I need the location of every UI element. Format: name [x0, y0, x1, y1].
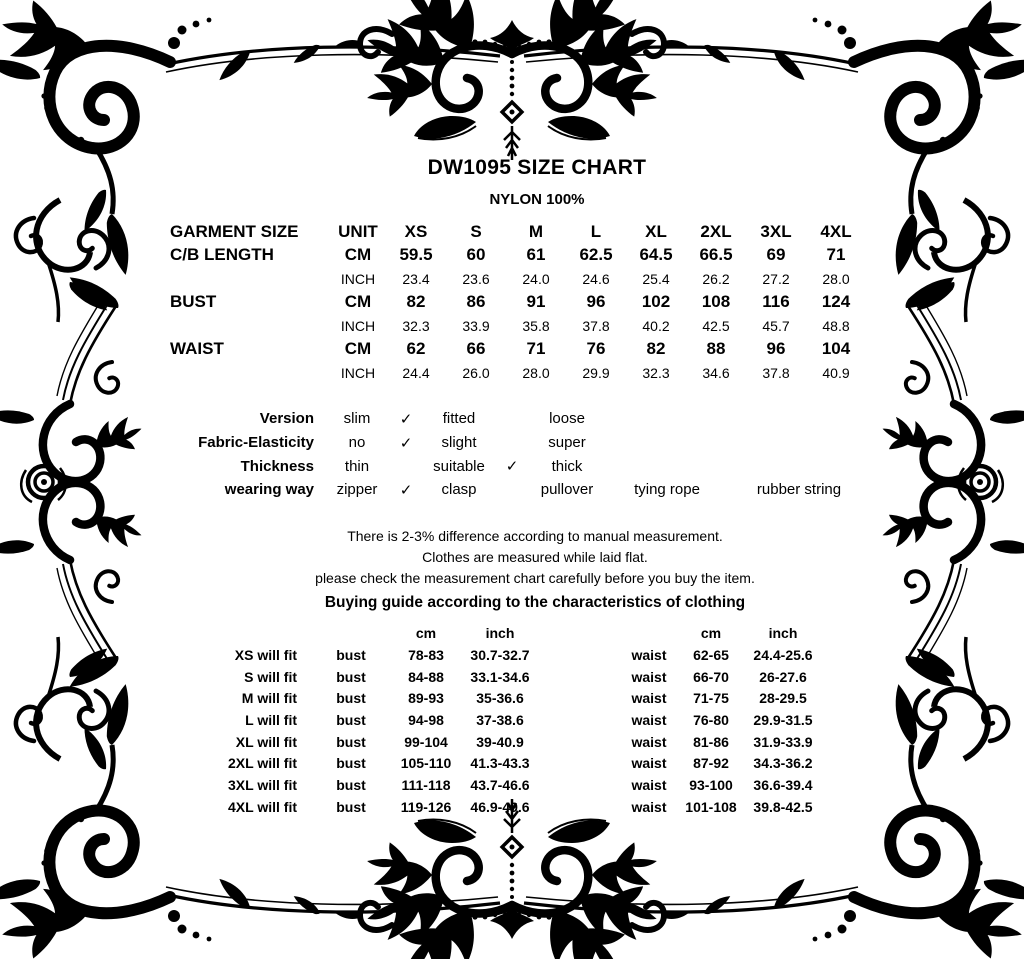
- attr-label: Version: [259, 410, 314, 428]
- cell: 124: [821, 292, 851, 312]
- bust-cm: 89-93: [408, 690, 444, 707]
- bust-label: bust: [336, 711, 366, 728]
- attr-option: thin: [344, 457, 370, 475]
- size-label: 4XL will fit: [228, 798, 297, 815]
- attr-row-thickness: [170, 454, 874, 478]
- cell: 29.9: [582, 364, 610, 381]
- header-xs: XS: [404, 221, 428, 241]
- cell: 116: [762, 292, 790, 312]
- bust-inch: 41.3-43.3: [470, 755, 530, 772]
- waist-inch: 24.4-25.6: [753, 646, 813, 663]
- cell: 86: [466, 292, 486, 312]
- bust-cm: 78-83: [408, 646, 444, 663]
- row-unit: INCH: [340, 317, 376, 334]
- cell: 45.7: [762, 317, 790, 334]
- waist-cm: 87-92: [693, 755, 729, 772]
- waist-inch: 26-27.6: [759, 668, 807, 685]
- cell: 24.6: [582, 270, 610, 287]
- cell: 69: [766, 245, 786, 265]
- cell: 42.5: [702, 317, 730, 334]
- guide-row-xl: [147, 731, 825, 753]
- waist-inch: 39.8-42.5: [753, 798, 813, 815]
- bust-inch: 33.1-34.6: [470, 668, 530, 685]
- attr-row-wearing-way: [170, 478, 874, 502]
- fabric-subtitle: NYLON 100%: [489, 191, 585, 208]
- waist-cm: 66-70: [693, 668, 729, 685]
- attr-option: fitted: [442, 410, 476, 428]
- guide-row-3xl: [147, 774, 825, 796]
- cell: 33.9: [462, 317, 490, 334]
- row-unit: INCH: [340, 270, 376, 287]
- attr-row-version: [170, 407, 874, 431]
- row-unit: CM: [344, 245, 372, 265]
- waist-cm-header: cm: [700, 625, 722, 641]
- waist-cm: 62-65: [693, 646, 729, 663]
- bust-cm-header: cm: [415, 625, 437, 641]
- cell: 64.5: [639, 245, 673, 265]
- waist-label: waist: [631, 776, 667, 793]
- bust-cm: 111-118: [401, 776, 451, 793]
- bust-inch: 35-36.6: [476, 690, 524, 707]
- attr-label: Fabric-Elasticity: [198, 434, 314, 452]
- cell: 108: [701, 292, 731, 312]
- header-l: L: [590, 221, 602, 241]
- guide-row-2xl: [147, 752, 825, 774]
- waist-label: waist: [631, 798, 667, 815]
- bust-label: bust: [336, 690, 366, 707]
- note-line: There is 2-3% difference according to manual measurement.: [347, 528, 723, 544]
- note-line: Clothes are measured while laid flat.: [422, 549, 648, 565]
- cell: 28.0: [522, 364, 550, 381]
- attr-option: loose: [549, 410, 585, 428]
- cell: 82: [406, 292, 426, 312]
- waist-inch: 29.9-31.5: [753, 711, 813, 728]
- cell: 82: [646, 339, 666, 359]
- waist-inch-header: inch: [768, 625, 798, 641]
- cell: 28.0: [822, 270, 850, 287]
- row-label: BUST: [170, 292, 217, 312]
- cell: 26.0: [462, 364, 490, 381]
- size-label: 3XL will fit: [228, 776, 297, 793]
- header-4xl: 4XL: [820, 221, 852, 241]
- attr-option: no: [348, 434, 366, 452]
- attr-option: zipper: [336, 481, 378, 499]
- size-label: 2XL will fit: [228, 755, 297, 772]
- size-label: XL will fit: [235, 733, 297, 750]
- bust-inch: 30.7-32.7: [470, 646, 530, 663]
- size-label: S will fit: [244, 668, 297, 685]
- attr-option: rubber string: [756, 481, 842, 499]
- bust-cm: 105-110: [400, 755, 452, 772]
- bust-label: bust: [336, 733, 366, 750]
- cell: 96: [586, 292, 606, 312]
- checkmark-icon: ✓: [399, 410, 413, 428]
- attr-option: thick: [551, 457, 583, 475]
- table-row-waist-cm: [170, 338, 866, 362]
- row-unit: INCH: [340, 364, 376, 381]
- header-xl: XL: [645, 221, 667, 241]
- bust-cm: 119-126: [400, 798, 452, 815]
- cell: 32.3: [642, 364, 670, 381]
- waist-cm: 93-100: [689, 776, 733, 793]
- bust-cm: 84-88: [408, 668, 444, 685]
- header-garment-size: GARMENT SIZE: [170, 221, 299, 241]
- buying-guide-table: [147, 622, 825, 818]
- cell: 24.0: [522, 270, 550, 287]
- waist-label: waist: [631, 755, 667, 772]
- cell: 88: [706, 339, 726, 359]
- attr-row-fabric-elasticity: [170, 431, 874, 455]
- waist-inch: 31.9-33.9: [753, 733, 813, 750]
- waist-label: waist: [631, 690, 667, 707]
- guide-row-xs: [147, 644, 825, 666]
- cell: 35.8: [522, 317, 550, 334]
- table-row-bust-inch: [170, 314, 866, 338]
- cell: 25.4: [642, 270, 670, 287]
- page-title: DW1095 SIZE CHART: [427, 156, 647, 179]
- guide-row-4xl: [147, 796, 825, 818]
- bust-inch-header: inch: [485, 625, 515, 641]
- cell: 62.5: [579, 245, 613, 265]
- bust-label: bust: [336, 668, 366, 685]
- cell: 40.2: [642, 317, 670, 334]
- cell: 61: [526, 245, 546, 265]
- note-line: please check the measurement chart carefully before you buy the item.: [315, 570, 755, 586]
- waist-label: waist: [631, 733, 667, 750]
- cell: 27.2: [762, 270, 790, 287]
- attr-option: slim: [343, 410, 371, 428]
- size-label: XS will fit: [234, 646, 297, 663]
- cell: 48.8: [822, 317, 850, 334]
- header-unit: UNIT: [338, 221, 378, 241]
- waist-inch: 28-29.5: [759, 690, 807, 707]
- cell: 66.5: [699, 245, 733, 265]
- measurement-notes: [40, 526, 1024, 615]
- cell: 40.9: [822, 364, 850, 381]
- waist-cm: 71-75: [693, 690, 729, 707]
- bust-label: bust: [336, 755, 366, 772]
- size-table-header: [170, 220, 866, 244]
- header-3xl: 3XL: [760, 221, 792, 241]
- row-label: C/B LENGTH: [170, 245, 274, 265]
- header-s: S: [470, 221, 482, 241]
- waist-label: waist: [631, 668, 667, 685]
- waist-label: waist: [631, 711, 667, 728]
- cell: 23.6: [462, 270, 490, 287]
- cell: 59.5: [399, 245, 433, 265]
- cell: 34.6: [702, 364, 730, 381]
- bust-label: bust: [336, 798, 366, 815]
- attr-label: Thickness: [240, 457, 314, 475]
- buying-guide-header: [147, 622, 825, 644]
- checkmark-icon: ✓: [505, 458, 519, 476]
- cell: 37.8: [582, 317, 610, 334]
- header-m: M: [528, 221, 544, 241]
- attr-option: suitable: [433, 457, 485, 475]
- waist-cm: 101-108: [685, 798, 737, 815]
- bust-inch: 43.7-46.6: [470, 776, 530, 793]
- attr-option: pullover: [540, 481, 594, 499]
- table-row-cb-length-inch: [170, 267, 866, 291]
- cell: 104: [821, 339, 851, 359]
- size-label: L will fit: [245, 711, 297, 728]
- bust-inch: 39-40.9: [476, 733, 524, 750]
- bust-label: bust: [336, 646, 366, 663]
- cell: 96: [766, 339, 786, 359]
- cell: 24.4: [402, 364, 430, 381]
- cell: 71: [826, 245, 846, 265]
- cell: 91: [526, 292, 546, 312]
- bust-inch: 37-38.6: [476, 711, 524, 728]
- waist-inch: 34.3-36.2: [753, 755, 813, 772]
- row-unit: CM: [344, 292, 372, 312]
- bust-cm: 94-98: [408, 711, 444, 728]
- table-row-waist-inch: [170, 361, 866, 385]
- header-2xl: 2XL: [700, 221, 732, 241]
- attr-option: clasp: [441, 481, 477, 499]
- attr-option: slight: [441, 434, 477, 452]
- size-table: [170, 220, 866, 385]
- cell: 60: [466, 245, 486, 265]
- cell: 26.2: [702, 270, 730, 287]
- attr-option: super: [548, 434, 586, 452]
- waist-label: waist: [631, 646, 667, 663]
- cell: 62: [406, 339, 426, 359]
- waist-inch: 36.6-39.4: [753, 776, 813, 793]
- cell: 37.8: [762, 364, 790, 381]
- cell: 102: [641, 292, 671, 312]
- guide-row-m: [147, 687, 825, 709]
- buying-guide-heading: Buying guide according to the characteristics of clothing: [324, 594, 746, 611]
- guide-row-l: [147, 709, 825, 731]
- attr-option: tying rope: [634, 481, 700, 499]
- row-unit: CM: [344, 339, 372, 359]
- garment-attributes: [170, 407, 874, 502]
- cell: 66: [466, 339, 486, 359]
- checkmark-icon: ✓: [399, 434, 413, 452]
- cell: 76: [586, 339, 606, 359]
- checkmark-icon: ✓: [399, 481, 413, 499]
- table-row-bust-cm: [170, 291, 866, 315]
- bust-inch: 46.9-49.6: [470, 798, 530, 815]
- size-label: M will fit: [241, 690, 297, 707]
- row-label: WAIST: [170, 339, 224, 359]
- table-row-cb-length-cm: [170, 244, 866, 268]
- bust-label: bust: [336, 776, 366, 793]
- cell: 23.4: [402, 270, 430, 287]
- cell: 32.3: [402, 317, 430, 334]
- cell: 71: [526, 339, 546, 359]
- attr-label: wearing way: [224, 481, 314, 499]
- guide-row-s: [147, 666, 825, 688]
- bust-cm: 99-104: [404, 733, 448, 750]
- waist-cm: 81-86: [693, 733, 729, 750]
- waist-cm: 76-80: [693, 711, 729, 728]
